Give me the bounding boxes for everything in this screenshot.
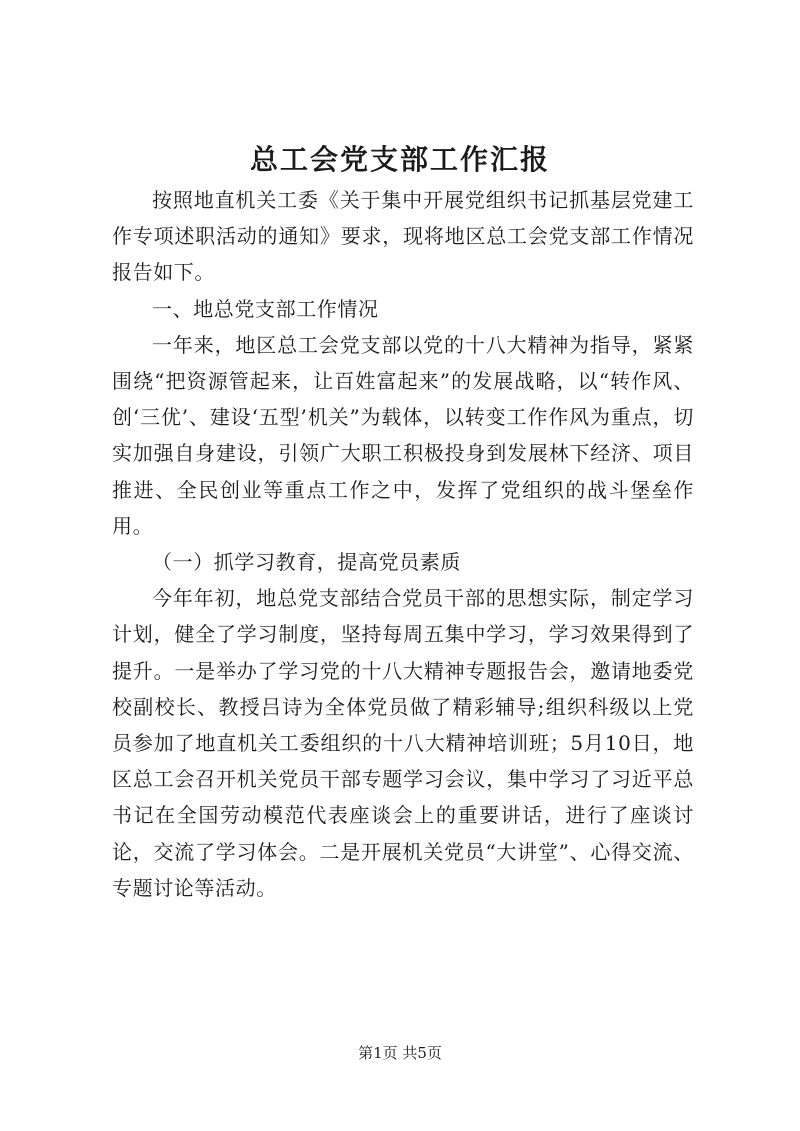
section-paragraph: 一年来，地区总工会党支部以党的十八大精神为指导，紧紧围绕“把资源管起来，让百姓富起来”的发展战略，以“转作风、创‘三优’、建设‘五型’机关”为载体，以转变工作作风为重点，切实加强自身建设，引领广大职工积极投身到发展林下经济、项目推进、全民创业等重点工作之中，发挥了党组织的战斗堡垒作用。	[112, 332, 694, 538]
intro-paragraph: 按照地直机关工委《关于集中开展党组织书记抓基层党建工作专项述职活动的通知》要求，现将地区总工会党支部工作情况报告如下。	[112, 188, 694, 285]
subsection-paragraph: 今年年初，地总党支部结合党员干部的思想实际，制定学习计划，健全了学习制度，坚持每周五集中学习，学习效果得到了提升。一是举办了学习党的十八大精神专题报告会，邀请地委党校副校长、教授吕诗为全体党员做了精彩辅导;组织科级以上党员参加了地直机关工委组织的十八大精神培训班；5月10日，地区总工会召开机关党员干部专题学习会议，集中学习了习近平总书记在全国劳动模范代表座谈会上的重要讲话，进行了座谈讨论，交流了学习体会。二是开展机关党员“大讲堂”、心得交流、专题讨论等活动。	[112, 586, 694, 900]
document-title: 总工会党支部工作汇报	[249, 143, 550, 176]
subsection-heading: （一）抓学习教育，提高党员素质	[152, 550, 461, 575]
page-footer: 第1页 共5页	[358, 1044, 442, 1062]
section-heading: 一、地总党支部工作情况	[152, 296, 379, 321]
document-body	[112, 182, 694, 906]
